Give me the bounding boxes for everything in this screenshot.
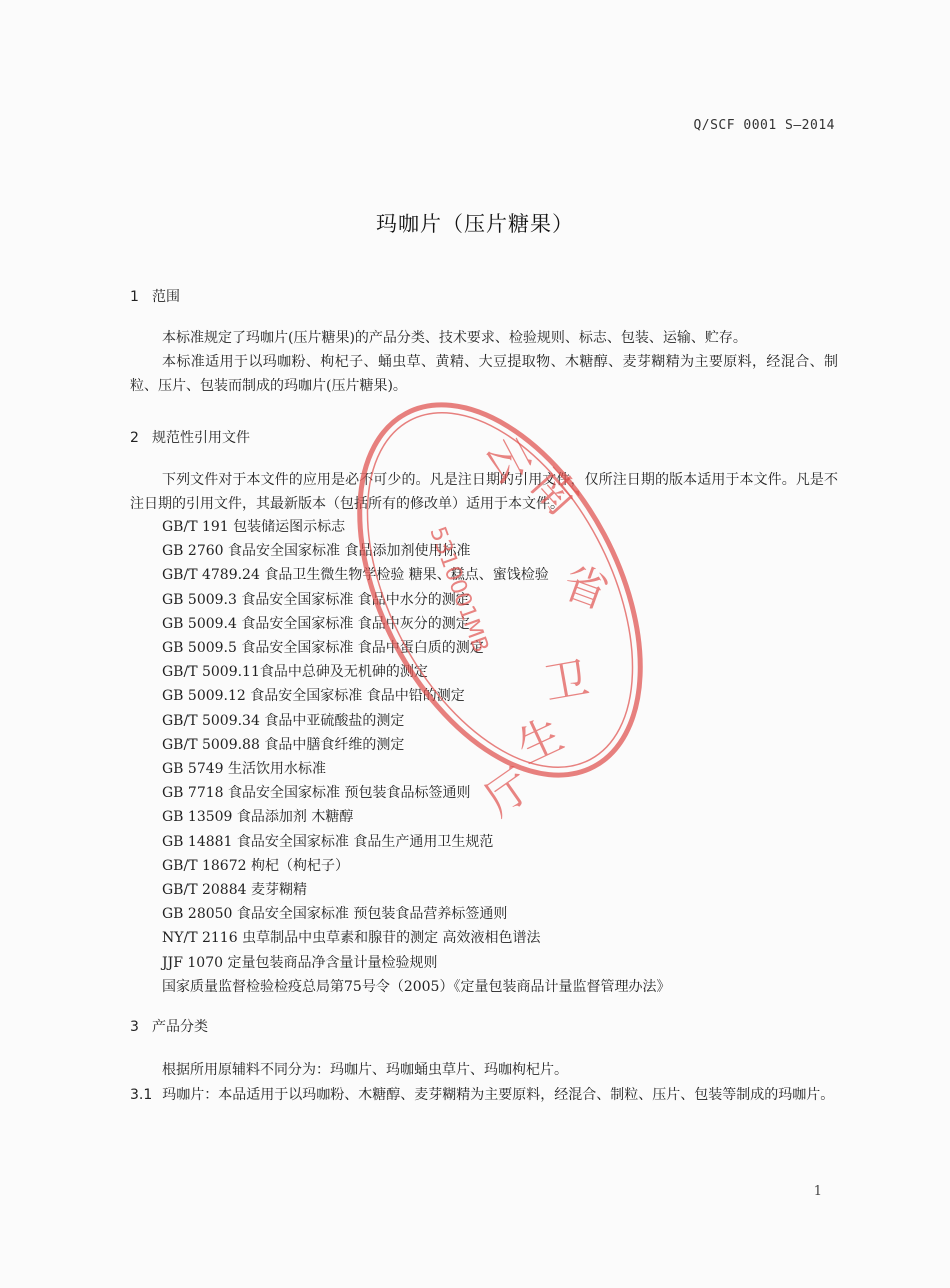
reference-item: GB/T 5009.34 食品中亚硫酸盐的测定 <box>162 712 405 729</box>
section-number: 1 <box>130 289 139 305</box>
section-2-heading <box>130 427 250 447</box>
reference-item: 国家质量监督检验检疫总局第75号令（2005）《定量包装商品计量监督管理办法》 <box>162 978 671 995</box>
section-3-intro: 根据所用原辅料不同分为：玛咖片、玛咖蛹虫草片、玛咖枸杞片。 <box>162 1062 568 1078</box>
section-2-intro: 下列文件对于本文件的应用是必不可少的。凡是注日期的引用文件，仅所注日期的版本适用于本文件。凡是不注日期的引用文件，其最新版本（包括所有的修改单）适用于本文件。 <box>130 472 838 512</box>
seal-char: 厅 <box>475 759 541 827</box>
seal-code: 5310001MB <box>424 523 494 657</box>
reference-item: NY/T 2116 虫草制品中虫草素和腺苷的测定 高效液相色谱法 <box>162 930 541 947</box>
seal-char: 云 <box>475 428 541 492</box>
seal-char: 省 <box>556 556 615 620</box>
section-1-paragraph-1: 本标准规定了玛咖片(压片糖果)的产品分类、技术要求、检验规则、标志、包装、运输、贮存。 <box>162 330 747 346</box>
reference-item: GB/T 18672 枸杞（枸杞子） <box>162 857 349 874</box>
section-title: 产品分类 <box>152 1019 208 1035</box>
clause-text: 玛咖片：本品适用于以玛咖粉、木糖醇、麦芽糊精为主要原料，经混合、制粒、压片、包装等制成的玛咖片。 <box>162 1087 835 1103</box>
reference-item: GB 5009.3 食品安全国家标准 食品中水分的测定 <box>162 591 470 608</box>
reference-item: GB 5749 生活饮用水标准 <box>162 761 327 778</box>
section-number: 2 <box>130 430 139 446</box>
seal-char: 卫 <box>540 652 593 711</box>
reference-item: GB 5009.4 食品安全国家标准 食品中灰分的测定 <box>162 615 470 632</box>
reference-item: GB/T 191 包装储运图示标志 <box>162 519 346 535</box>
reference-list <box>162 515 670 999</box>
reference-item: GB 2760 食品安全国家标准 食品添加剂使用标准 <box>162 543 471 560</box>
document-code: Q/SCF 0001 S—2014 <box>693 118 835 133</box>
section-title: 规范性引用文件 <box>152 430 250 446</box>
section-1-heading <box>130 286 180 306</box>
clause-number: 3.1 <box>130 1087 153 1103</box>
section-1-paragraph-2: 本标准适用于以玛咖粉、枸杞子、蛹虫草、黄精、大豆提取物、木糖醇、麦芽糊精为主要原料，经混合、制粒、压片、包装而制成的玛咖片(压片糖果)。 <box>130 354 838 394</box>
reference-item: GB/T 5009.88 食品中膳食纤维的测定 <box>162 736 405 753</box>
reference-item: GB 5009.12 食品安全国家标准 食品中铅的测定 <box>162 688 465 705</box>
section-number: 3 <box>130 1019 139 1035</box>
reference-item: GB/T 4789.24 食品卫生微生物学检验 糖果、糕点、蜜饯检验 <box>162 567 549 584</box>
section-3-heading <box>130 1016 208 1036</box>
reference-item: GB/T 5009.11食品中总砷及无机砷的测定 <box>162 664 428 681</box>
clause-3-1 <box>130 1083 838 1107</box>
reference-item: GB 7718 食品安全国家标准 预包装食品标签通则 <box>162 785 471 802</box>
reference-item: GB/T 20884 麦芽糊精 <box>162 882 307 899</box>
section-title: 范围 <box>152 289 180 305</box>
reference-item: JJF 1070 定量包装商品净含量计量检验规则 <box>162 954 438 971</box>
seal-char: 南 <box>520 458 589 526</box>
seal-char: 生 <box>509 708 571 774</box>
reference-item: GB 14881 食品安全国家标准 食品生产通用卫生规范 <box>162 833 494 850</box>
document-title: 玛咖片（压片糖果） <box>376 212 574 236</box>
page-number: 1 <box>813 1184 822 1199</box>
reference-item: GB 28050 食品安全国家标准 预包装食品营养标签通则 <box>162 906 508 923</box>
reference-item: GB 13509 食品添加剂 木糖醇 <box>162 809 354 826</box>
reference-item: GB 5009.5 食品安全国家标准 食品中蛋白质的测定 <box>162 640 484 657</box>
